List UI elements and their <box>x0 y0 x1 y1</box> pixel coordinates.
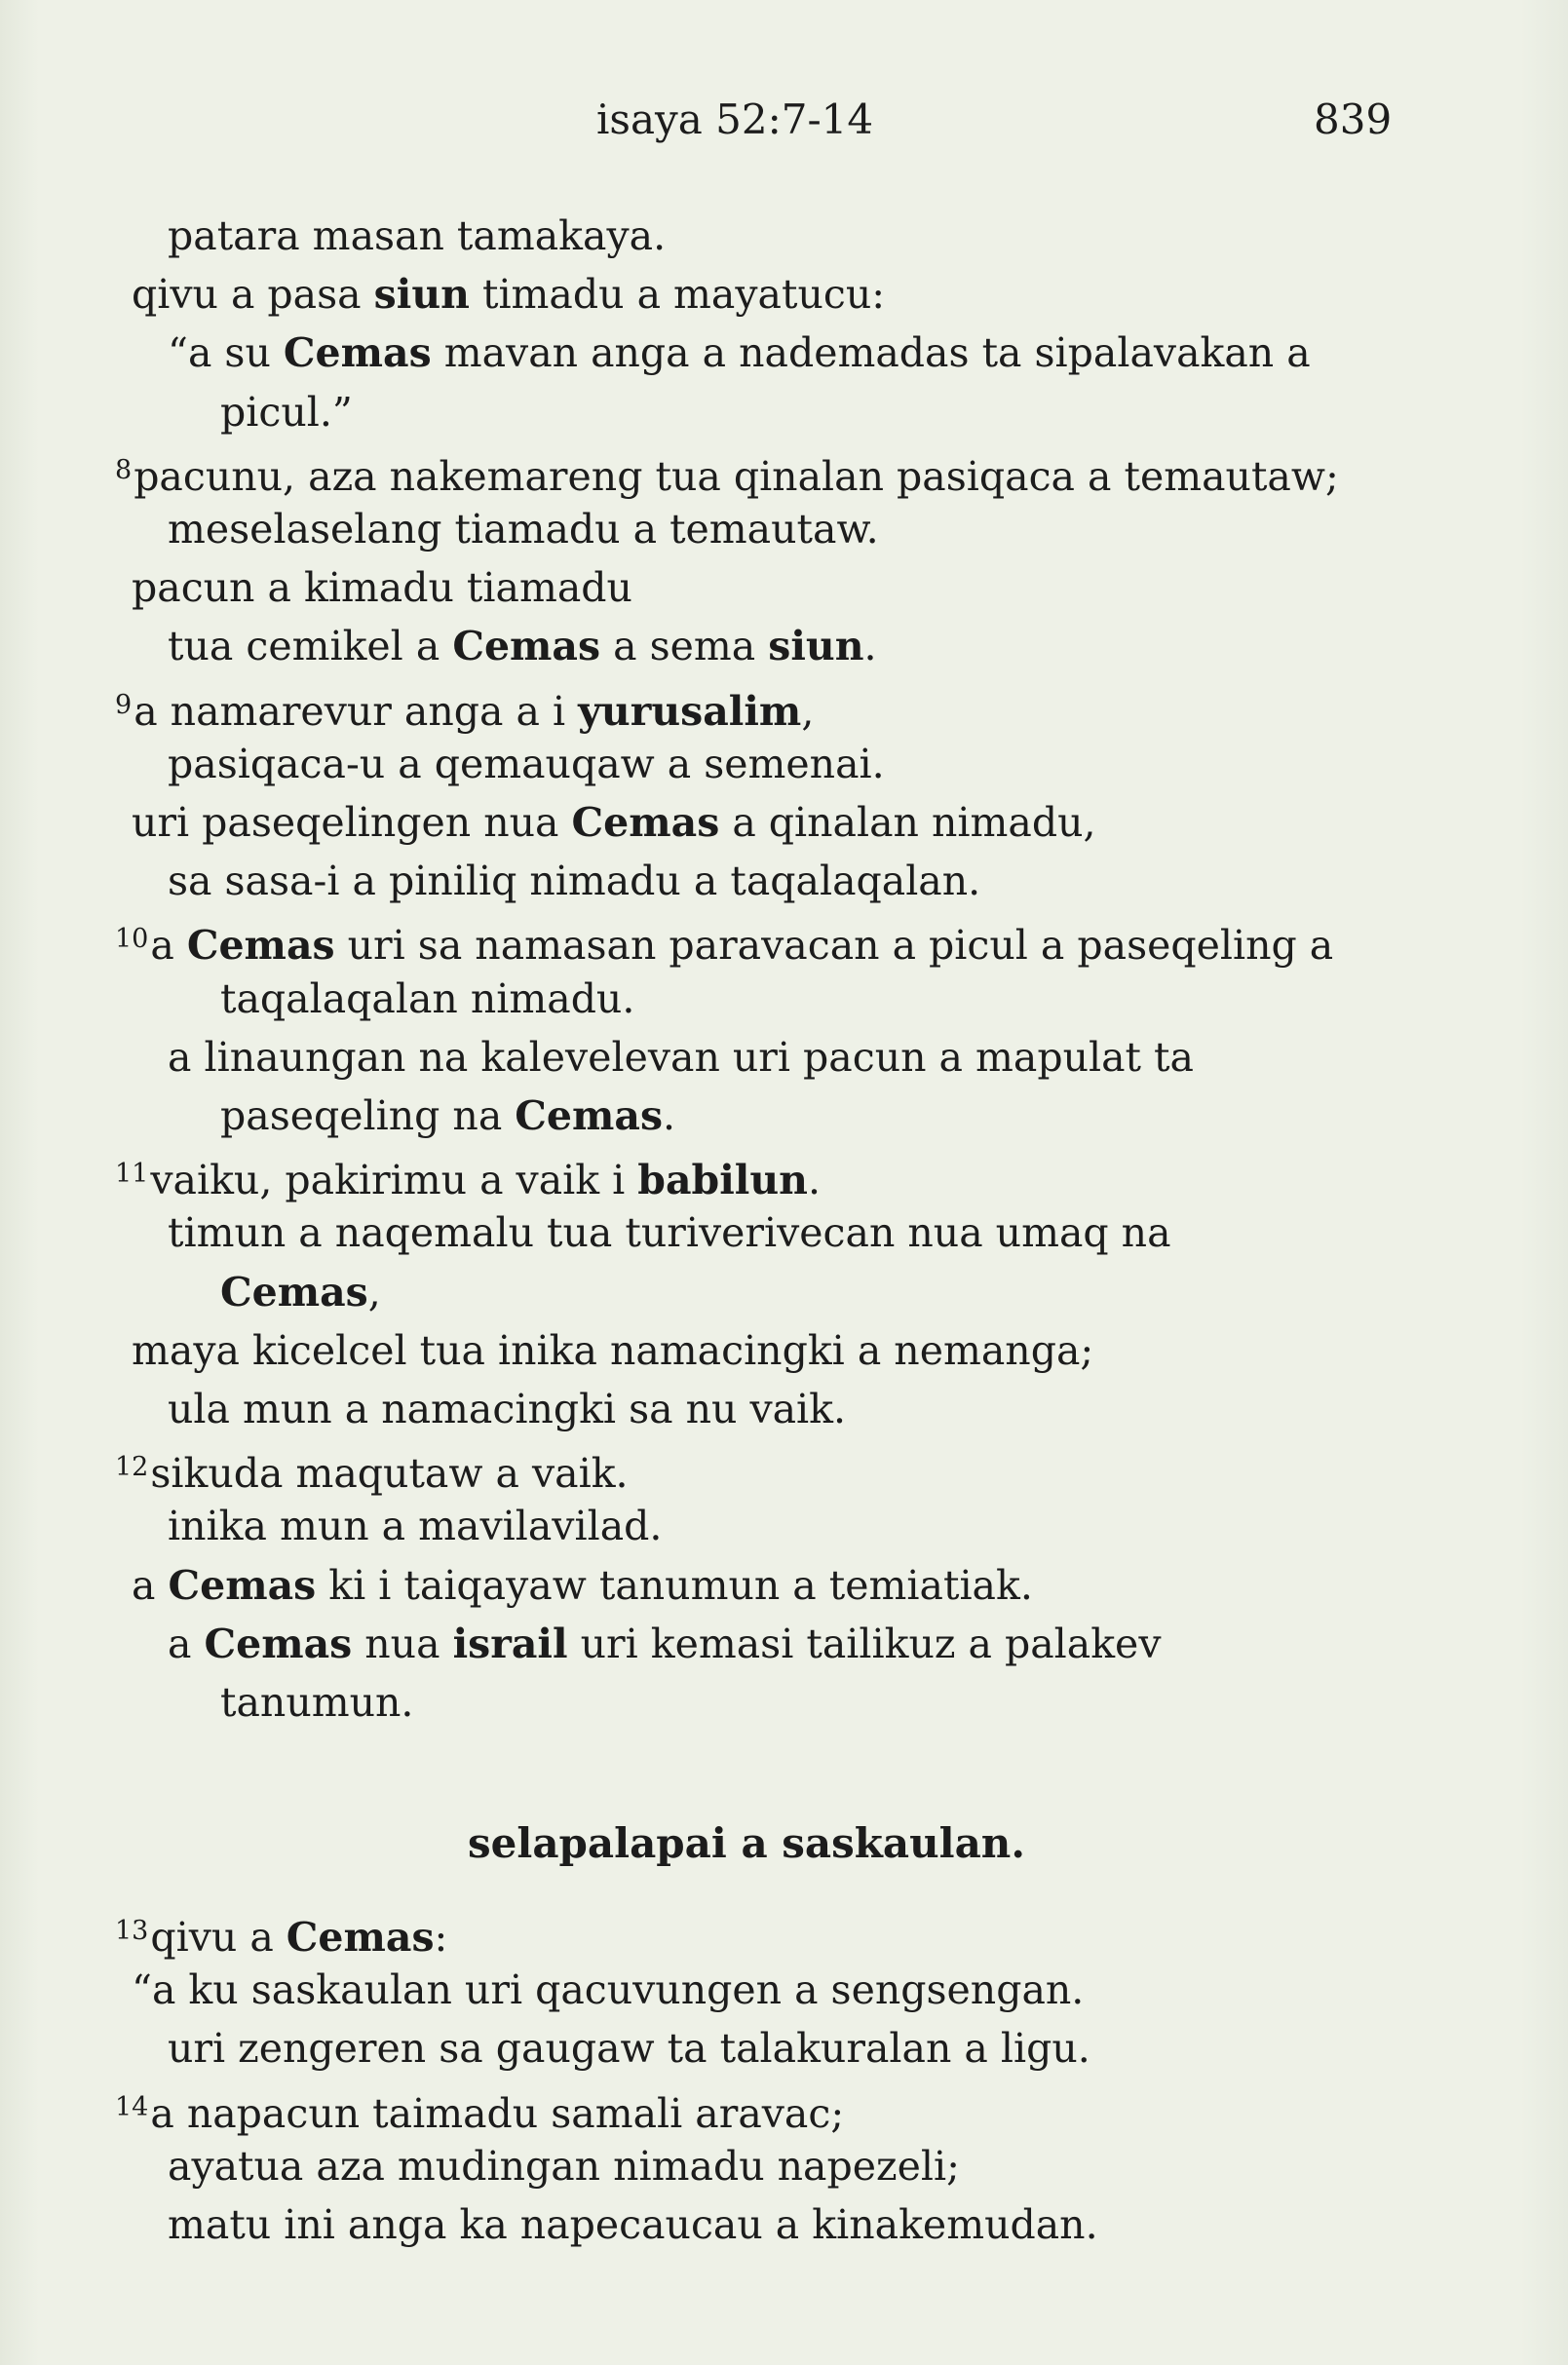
bold-term: Cemas <box>204 1620 353 1667</box>
text-span: ki i taiqayaw tanumun a temiatiak. <box>316 1561 1033 1609</box>
text-span: uri sa namasan paravacan a picul a paseqeling a <box>334 922 1334 970</box>
text-span: a <box>132 1561 169 1609</box>
text-span: timadu a mayatucu: <box>469 271 886 319</box>
text-line <box>132 265 885 324</box>
text-span: inika mun a mavilavilad. <box>168 1503 663 1550</box>
text-span: ula mun a namacingki sa nu vaik. <box>168 1386 847 1432</box>
text-line <box>132 793 1096 852</box>
text-span: ayatua aza mudingan nimadu napezeli; <box>168 2142 960 2190</box>
bold-term: Cemas <box>452 623 601 670</box>
text-line <box>168 2019 1090 2078</box>
text-span: uri kemasi tailikuz a palakev <box>567 1620 1162 1667</box>
verse-number: 13 <box>115 1916 149 1946</box>
text-span: pacunu, aza nakemareng tua qinalan pasiqaca a temautaw; <box>134 452 1339 500</box>
text-span: , <box>801 687 815 735</box>
text-span: a linaungan na kalevelevan uri pacun a mapulat ta <box>168 1033 1194 1081</box>
text-span: a sema <box>600 623 769 670</box>
text-line <box>168 1615 1161 1673</box>
text-line <box>220 970 634 1028</box>
text-line <box>168 735 885 793</box>
text-span: , <box>367 1268 381 1316</box>
bold-term: Cemas <box>571 799 720 846</box>
bold-term: Cemas <box>186 922 335 970</box>
text-span: a <box>150 922 187 970</box>
bold-term: Cemas <box>168 1561 317 1609</box>
text-line <box>220 1263 381 1321</box>
text-line <box>168 1380 846 1438</box>
verse-number: 11 <box>115 1159 149 1190</box>
text-span: uri paseqelingen nua <box>132 799 572 846</box>
bold-term: Cemas <box>515 1092 664 1139</box>
text-line <box>115 441 1339 500</box>
text-span: timun a naqemalu tua turiverivecan nua umaq na <box>168 1209 1171 1257</box>
text-span: paseqeling na <box>220 1092 516 1139</box>
text-span: a namarevur anga a i <box>134 687 579 735</box>
verse-number: 9 <box>115 689 133 720</box>
text-line <box>115 2079 844 2137</box>
bold-term: Cemas <box>220 1268 368 1316</box>
text-line <box>168 2195 1098 2254</box>
verse-number: 10 <box>115 924 149 955</box>
text-span: uri zengeren sa gaugaw ta talakuralan a ligu. <box>168 2025 1090 2073</box>
text-line <box>168 500 879 558</box>
bold-term: Cemas <box>286 1914 435 1961</box>
text-span: sa sasa-i a piniliq nimadu a taqalaqalan. <box>168 858 981 905</box>
text-line <box>115 1145 821 1203</box>
text-line <box>132 558 632 617</box>
bold-term: siun <box>373 271 470 319</box>
text-line <box>168 207 666 265</box>
text-span: pacun a kimadu tiamadu <box>132 564 632 612</box>
bold-term: siun <box>768 623 864 670</box>
text-span: . <box>807 1157 822 1204</box>
bold-term: yurusalim <box>578 687 802 735</box>
running-title: isaya 52:7-14 <box>596 95 874 143</box>
text-line <box>115 1438 629 1497</box>
text-line <box>115 1902 447 1961</box>
text-span: qivu a <box>150 1914 287 1961</box>
text-span: pasiqaca-u a qemauqaw a semenai. <box>168 740 885 787</box>
text-span: patara masan tamakaya. <box>168 212 667 259</box>
text-span: maya kicelcel tua inika namacingki a nemanga; <box>132 1326 1094 1374</box>
text-span: . <box>863 623 877 670</box>
text-span: taqalaqalan nimadu. <box>220 974 635 1022</box>
text-line <box>115 910 1333 969</box>
text-span: a napacun taimadu samali aravac; <box>150 2089 845 2137</box>
text-line <box>168 617 877 675</box>
text-span: tanumun. <box>220 1679 414 1726</box>
text-line <box>115 676 814 735</box>
text-span: a qinalan nimadu, <box>719 799 1096 846</box>
text-span: sikuda maqutaw a vaik. <box>150 1450 629 1498</box>
text-span: a <box>168 1620 205 1667</box>
text-span: nua <box>352 1620 453 1667</box>
text-span: vaiku, pakirimu a vaik i <box>150 1157 638 1204</box>
page-header <box>0 95 1568 154</box>
text-line <box>220 383 353 441</box>
text-line <box>168 1497 662 1555</box>
text-line <box>168 852 980 910</box>
bold-term: babilun <box>637 1157 808 1204</box>
text-span: : <box>434 1914 448 1961</box>
text-span: picul.” <box>220 388 353 436</box>
text-line <box>220 1673 413 1732</box>
bold-term: Cemas <box>283 329 432 377</box>
text-span: mavan anga a nademadas ta sipalavakan a <box>431 329 1311 377</box>
text-line <box>168 2137 960 2195</box>
text-line <box>168 1203 1171 1262</box>
verse-number: 14 <box>115 2091 149 2122</box>
verse-number: 12 <box>115 1452 149 1483</box>
text-span: tua cemikel a <box>168 623 453 670</box>
text-span: matu ini anga ka napecaucau a kinakemudan. <box>168 2201 1098 2248</box>
verse-number: 8 <box>115 454 133 485</box>
text-line <box>168 1028 1194 1087</box>
text-line <box>132 1961 1084 2019</box>
text-line <box>132 1556 1033 1615</box>
text-span: “a su <box>168 329 284 377</box>
section-heading: selapalapai a saskaulan. <box>468 1819 1025 1867</box>
text-line <box>220 1087 675 1145</box>
text-span: meselaselang tiamadu a temautaw. <box>168 506 879 553</box>
text-span: “a ku saskaulan uri qacuvungen a sengsengan. <box>132 1966 1085 2014</box>
text-span: qivu a pasa <box>132 271 374 319</box>
text-line <box>168 324 1311 382</box>
page-number: 839 <box>1314 95 1393 143</box>
text-line <box>132 1321 1093 1380</box>
bold-term: israil <box>452 1620 568 1667</box>
text-span: . <box>663 1092 676 1139</box>
